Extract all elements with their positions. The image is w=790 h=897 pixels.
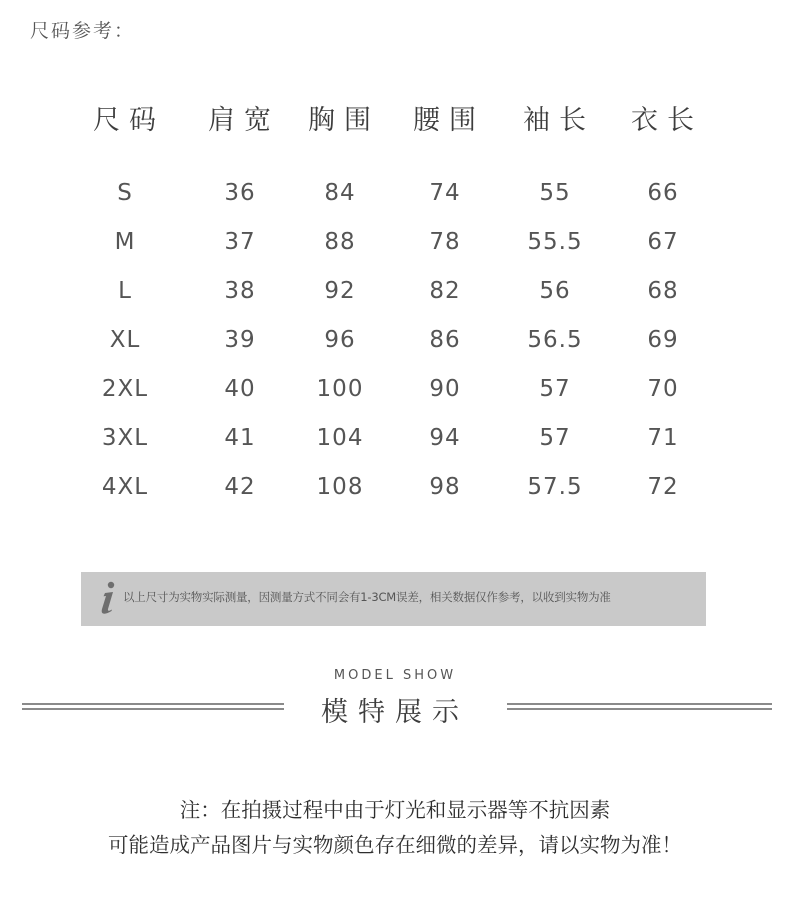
divider-left <box>22 703 284 710</box>
measurement-cell: 57.5 <box>527 474 583 500</box>
column-header: 衣长 <box>631 105 703 136</box>
measurement-cell: 40 <box>224 376 256 402</box>
size-label-cell: L <box>118 278 132 304</box>
model-show-chinese: 模特展示 <box>321 697 469 728</box>
size-label-cell: XL <box>109 327 141 353</box>
measurement-cell: 38 <box>224 278 256 304</box>
measurement-cell: 98 <box>429 474 461 500</box>
measurement-cell: 56 <box>539 278 571 304</box>
column-header: 肩宽 <box>208 105 280 136</box>
measurement-cell: 104 <box>316 425 364 451</box>
measurement-cell: 72 <box>647 474 679 500</box>
size-reference-title: 尺码参考： <box>30 20 136 42</box>
measurement-cell: 84 <box>324 180 356 206</box>
column-header: 腰围 <box>413 105 485 136</box>
size-label-cell: 2XL <box>101 376 149 402</box>
measurement-cell: 88 <box>324 229 356 255</box>
measurement-note <box>81 572 706 626</box>
measurement-cell: 94 <box>429 425 461 451</box>
measurement-cell: 108 <box>316 474 364 500</box>
measurement-cell: 69 <box>647 327 679 353</box>
divider-right <box>507 703 772 710</box>
info-icon <box>97 580 119 616</box>
disclaimer-line-2: 可能造成产品图片与实物颜色存在细微的差异，请以实物为准！ <box>108 833 682 857</box>
measurement-cell: 67 <box>647 229 679 255</box>
measurement-cell: 86 <box>429 327 461 353</box>
measurement-cell: 57 <box>539 425 571 451</box>
measurement-cell: 56.5 <box>527 327 583 353</box>
measurement-cell: 41 <box>224 425 256 451</box>
measurement-cell: 36 <box>224 180 256 206</box>
measurement-cell: 42 <box>224 474 256 500</box>
measurement-cell: 82 <box>429 278 461 304</box>
column-header: 尺码 <box>93 105 165 136</box>
column-header: 胸围 <box>308 105 380 136</box>
measurement-cell: 70 <box>647 376 679 402</box>
measurement-cell: 37 <box>224 229 256 255</box>
measurement-cell: 90 <box>429 376 461 402</box>
measurement-cell: 92 <box>324 278 356 304</box>
disclaimer-line-1: 注：在拍摄过程中由于灯光和显示器等不抗因素 <box>179 798 611 822</box>
measurement-cell: 78 <box>429 229 461 255</box>
size-label-cell: S <box>117 180 133 206</box>
measurement-cell: 71 <box>647 425 679 451</box>
model-show-english: MODEL SHOW <box>333 668 457 683</box>
measurement-cell: 66 <box>647 180 679 206</box>
size-label-cell: 3XL <box>101 425 149 451</box>
measurement-cell: 74 <box>429 180 461 206</box>
measurement-cell: 100 <box>316 376 364 402</box>
measurement-cell: 57 <box>539 376 571 402</box>
measurement-cell: 55.5 <box>527 229 583 255</box>
measurement-cell: 68 <box>647 278 679 304</box>
measurement-cell: 96 <box>324 327 356 353</box>
column-header: 袖长 <box>523 105 595 136</box>
size-label-cell: M <box>114 229 136 255</box>
measurement-note-text: 以上尺寸为实物实际测量，因测量方式不同会有1-3CM误差，相关数据仅作参考，以收到实物为准 <box>123 590 611 604</box>
size-label-cell: 4XL <box>101 474 149 500</box>
measurement-cell: 55 <box>539 180 571 206</box>
measurement-cell: 39 <box>224 327 256 353</box>
